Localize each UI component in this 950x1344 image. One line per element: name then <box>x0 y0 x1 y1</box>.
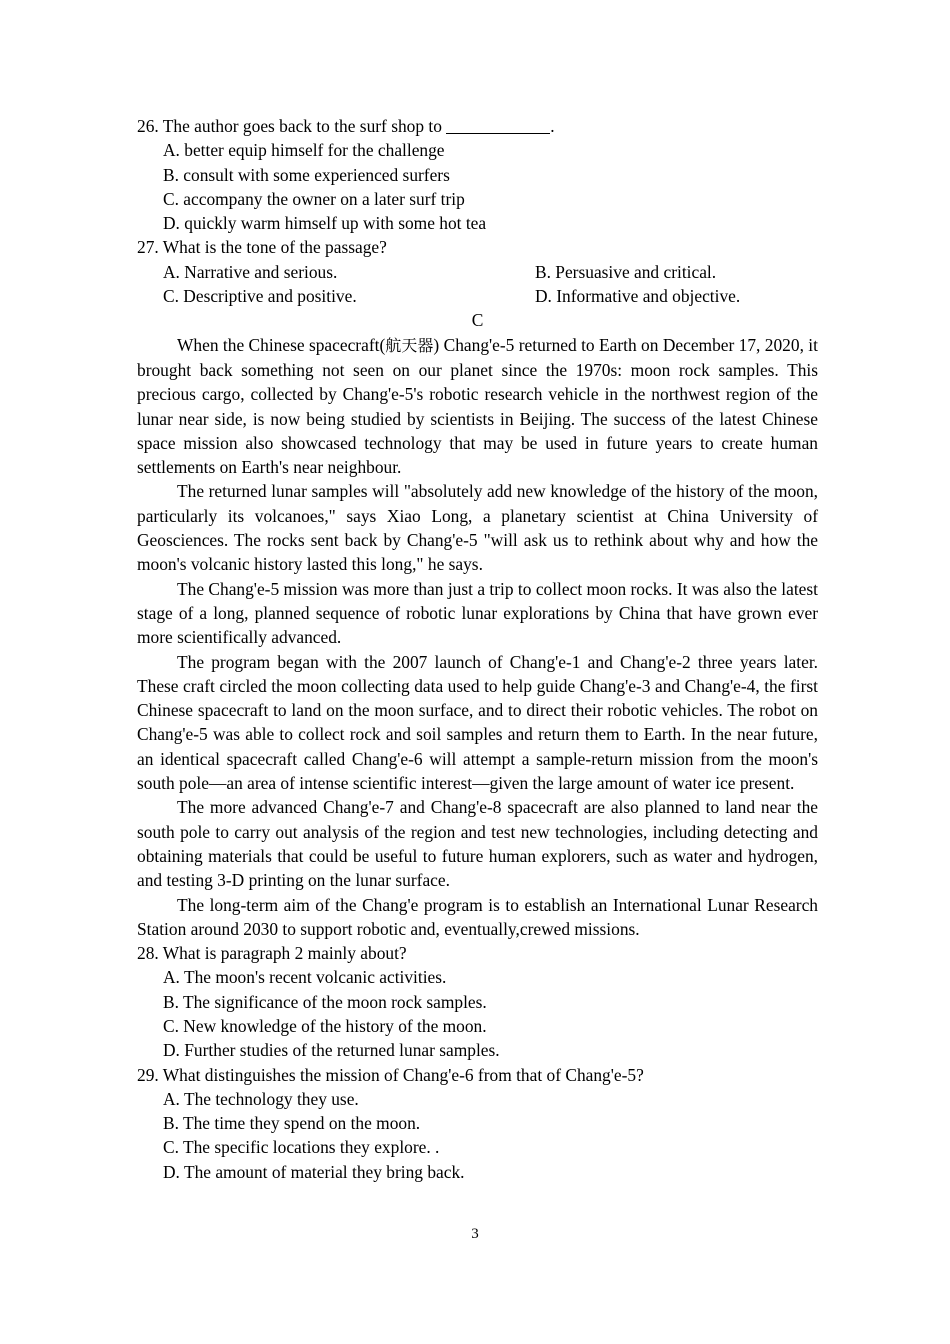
question-27-options-row-1 <box>137 260 818 284</box>
question-26-blank[interactable] <box>446 133 550 134</box>
question-29-option-d[interactable]: D. The amount of material they bring back. <box>163 1161 465 1182</box>
question-26-stem-prefix: 26. The author goes back to the surf shop to <box>137 116 447 136</box>
question-29-option-c[interactable]: C. The specific locations they explore. . <box>163 1137 440 1158</box>
passage-paragraph-5: The more advanced Chang'e-7 and Chang'e-8 spacecraft are also planned to land near the south pole to carry out analysis of the region and test new technologies, including detecting and obtaining materials that could be useful to future human explorers, such as water and hydrogen, and testing 3-D printing on the lunar surface. <box>137 797 818 891</box>
question-27-options-row-2 <box>137 284 818 308</box>
question-29-option-b[interactable]: B. The time they spend on the moon. <box>163 1113 421 1134</box>
question-28-stem: 28. What is paragraph 2 mainly about? <box>137 943 407 964</box>
passage-heading: C <box>471 310 484 331</box>
passage-paragraph-2: The returned lunar samples will "absolutely add new knowledge of the history of the moon, particularly its volcanoes," says Xiao Long, a planetary scientist at China University of Geosciences. The rocks sent back by Chang'e-5 "will ask us to rethink about why and how the moon's volcanic history lasted this long," he says. <box>137 481 818 575</box>
question-26-option-d[interactable]: D. quickly warm himself up with some hot tea <box>163 213 487 234</box>
question-26-stem-suffix: . <box>550 116 555 136</box>
question-28 <box>137 941 818 1062</box>
passage-paragraph-1-cjk-term: 航天器 <box>385 335 434 355</box>
question-28-option-c[interactable]: C. New knowledge of the history of the moon. <box>163 1015 487 1036</box>
question-26-option-c[interactable]: C. accompany the owner on a later surf trip <box>163 188 465 209</box>
passage-paragraph-4: The program began with the 2007 launch of Chang'e-1 and Chang'e-2 three years later. These craft circled the moon collecting data used to help guide Chang'e-3 and Chang'e-4, the first Chinese spacecraft to land on the moon surface, and to direct their robotic vehicles. The robot on Chang'e-5 was able to collect rock and soil samples and return them to Earth. In the near future, an identical spacecraft called Chang'e-6 will attempt a sample-return mission from the moon's south pole—an area of intense scientific interest—given the large amount of water ice present. <box>137 651 818 794</box>
question-27-option-c[interactable]: C. Descriptive and positive. <box>163 286 357 307</box>
question-26-stem <box>137 114 818 138</box>
question-27-option-b[interactable]: B. Persuasive and critical. <box>535 261 717 282</box>
page-number: 3 <box>471 1226 479 1242</box>
question-29-option-a[interactable]: A. The technology they use. <box>163 1088 359 1109</box>
question-28-option-b[interactable]: B. The significance of the moon rock samples. <box>163 991 487 1012</box>
question-29-stem: 29. What distinguishes the mission of Chang'e-6 from that of Chang'e-5? <box>137 1064 644 1085</box>
passage-section <box>137 308 818 941</box>
question-26-option-b[interactable]: B. consult with some experienced surfers <box>163 164 450 185</box>
passage-paragraph-1-before-cjk: When the Chinese spacecraft( <box>177 334 386 355</box>
question-29 <box>137 1063 818 1184</box>
question-27-option-a[interactable]: A. Narrative and serious. <box>163 261 338 282</box>
question-26 <box>137 114 818 235</box>
passage-paragraph-6: The long-term aim of the Chang'e program is to establish an International Lunar Research Station around 2030 to support robotic and, eventually,crewed missions. <box>137 894 818 939</box>
passage-paragraph-1 <box>137 333 818 480</box>
passage-paragraph-1-after-cjk: ) Chang'e-5 returned to Earth on December 17, 2020, it brought back something not seen on our planet since the 1970s: moon rock samples. This precious cargo, collected by Chang'e-5's robotic research vehicle in the northwest region of the lunar near side, is now being studied by scientists in Beijing. The success of the latest Chinese space mission also showcased technology that may be used in future years to create human settlements on Earth's near neighbour. <box>137 334 818 478</box>
question-27-option-d[interactable]: D. Informative and objective. <box>535 286 741 307</box>
question-28-option-a[interactable]: A. The moon's recent volcanic activities. <box>163 967 447 988</box>
question-27 <box>137 235 818 308</box>
question-26-option-a[interactable]: A. better equip himself for the challenge <box>163 140 445 161</box>
document-page <box>137 114 818 1184</box>
question-27-stem: 27. What is the tone of the passage? <box>137 237 387 258</box>
passage-paragraph-3: The Chang'e-5 mission was more than just a trip to collect moon rocks. It was also the latest stage of a long, planned sequence of robotic lunar explorations by China that have grown ever more scientifically advanced. <box>137 578 818 648</box>
question-28-option-d[interactable]: D. Further studies of the returned lunar samples. <box>163 1040 500 1061</box>
